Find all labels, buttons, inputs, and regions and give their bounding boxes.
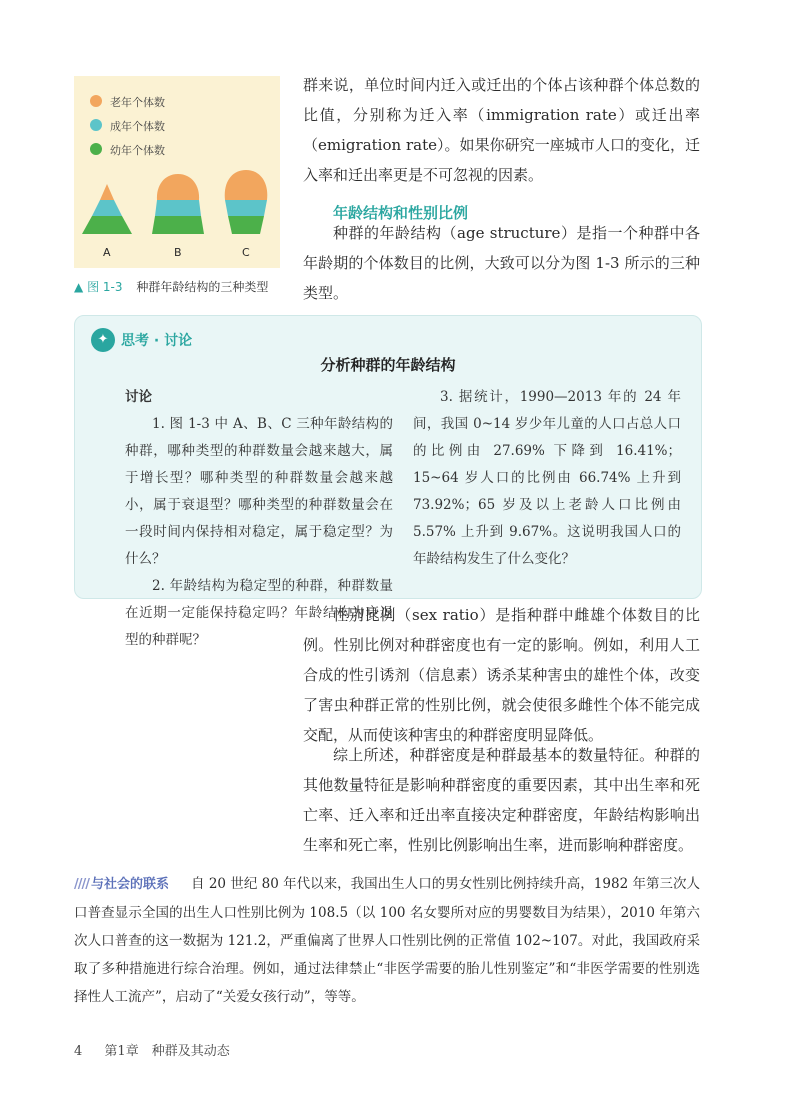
legend-label-young: 幼年个体数	[110, 144, 165, 157]
pyramid-a	[82, 184, 132, 234]
discussion-box	[74, 315, 702, 648]
pyramid-b-old	[157, 174, 199, 200]
society-text: 自 20 世纪 80 年代以来，我国出生人口的男女性别比例持续升高，1982 年第三次人口普查显示全国的出生人口性别比例为 108.5（以 100 名女婴所对应的男婴数目为结果），2010 年第六次人口普查的这一数据为 121.2，严重偏离了世界人口性别比例的正常值 102~107。对此，我国政府采取了多种措施进行综合治理。例如，通过法律禁止“非医学需要的胎儿性别鉴定”和“非医学需要的性别选择性人工流产”，启动了“关爱女孩行动”，等等。	[74, 876, 700, 1005]
caption-number: 图 1-3	[87, 280, 123, 294]
caption-text: 种群年龄结构的三种类型	[136, 280, 269, 294]
age-structure-figure	[74, 76, 280, 268]
pyramid-b	[152, 174, 204, 234]
discussion-title: 分析种群的年龄结构	[320, 356, 456, 374]
section-heading: 年龄结构和性别比例	[333, 204, 469, 222]
question-1: 1. 图 1-3 中 A、B、C 三种年龄结构的种群，哪种类型的种群数量会越来越大，属于增长型？哪种类型的种群数量会越来越小，属于衰退型？哪种类型的种群数量会在一段时间内保持相对稳定，属于稳定型？为什么？	[125, 416, 393, 567]
page-footer	[74, 1040, 230, 1059]
pyramid-c-young	[228, 216, 264, 234]
paragraph-migration: 群来说，单位时间内迁入或迁出的个体占该种群个体总数的比值，分别称为迁入率（immigration rate）或迁出率（emigration rate）。如果你研究一座城市人口的变化，迁入率和迁出率更是不可忽视的因素。	[303, 76, 700, 184]
chapter-title: 第1章 种群及其动态	[104, 1044, 230, 1059]
legend-label-adult: 成年个体数	[110, 120, 165, 133]
pyramid-b-adult	[155, 200, 201, 216]
society-tag	[74, 871, 169, 899]
question-2: 2. 年龄结构为稳定型的种群，种群数量在近期一定能保持稳定吗？年龄结构为衰退型的种群呢？	[125, 578, 393, 648]
pyramid-a-adult	[92, 200, 122, 216]
pyramid-c	[225, 170, 268, 234]
label-c: C	[242, 246, 250, 259]
age-pyramids	[74, 76, 280, 268]
stripes-icon: ////	[74, 877, 89, 892]
society-connection	[74, 870, 700, 1011]
discussion-label: 讨论	[125, 389, 152, 405]
pyramid-a-young	[82, 216, 132, 234]
pyramid-a-old	[100, 184, 114, 200]
lightbulb-icon: ✦	[91, 328, 115, 352]
legend-label-old: 老年个体数	[110, 96, 165, 109]
discussion-right-column	[413, 384, 681, 573]
paragraph-summary: 综上所述，种群密度是种群最基本的数量特征。种群的其他数量特征是影响种群密度的重要因素，其中出生率和死亡率、迁入率和迁出率直接决定种群密度，年龄结构影响出生率和死亡率，性别比例影响出生率，进而影响种群密度。	[303, 746, 700, 854]
question-3: 3. 据统计，1990—2013 年的 24 年间，我国 0~14 岁少年儿童的人口占总人口的比例由 27.69% 下降到 16.41%；15~64 岁人口的比例由 66.74% 上升到 73.92%；65 岁及以上老龄人口比例由 5.57% 上升到 9.67%。这说明我国人口的年龄结构发生了什么变化？	[413, 389, 681, 567]
page-number: 4	[74, 1044, 83, 1059]
pyramid-b-young	[152, 216, 204, 234]
figure-caption	[74, 278, 268, 295]
label-a: A	[103, 246, 111, 259]
pyramid-c-old	[225, 170, 268, 200]
label-b: B	[174, 246, 182, 259]
paragraph-sex-ratio: 性别比例（sex ratio）是指种群中雌雄个体数目的比例。性别比例对种群密度也有一定的影响。例如，利用人工合成的性引诱剂（信息素）诱杀某种害虫的雄性个体，改变了害虫种群正常的性别比例，就会使很多雌性个体不能完成交配，从而使该种害虫的种群密度明显降低。	[303, 606, 700, 744]
discussion-tag: 思考 · 讨论	[121, 333, 193, 349]
caption-triangle-icon: ▲	[74, 280, 84, 294]
paragraph-age-structure: 种群的年龄结构（age structure）是指一个种群中各年龄期的个体数目的比例，大致可以分为图 1-3 所示的三种类型。	[303, 224, 700, 302]
pyramid-c-adult	[225, 200, 267, 216]
society-tag-label: 与社会的联系	[91, 877, 170, 892]
